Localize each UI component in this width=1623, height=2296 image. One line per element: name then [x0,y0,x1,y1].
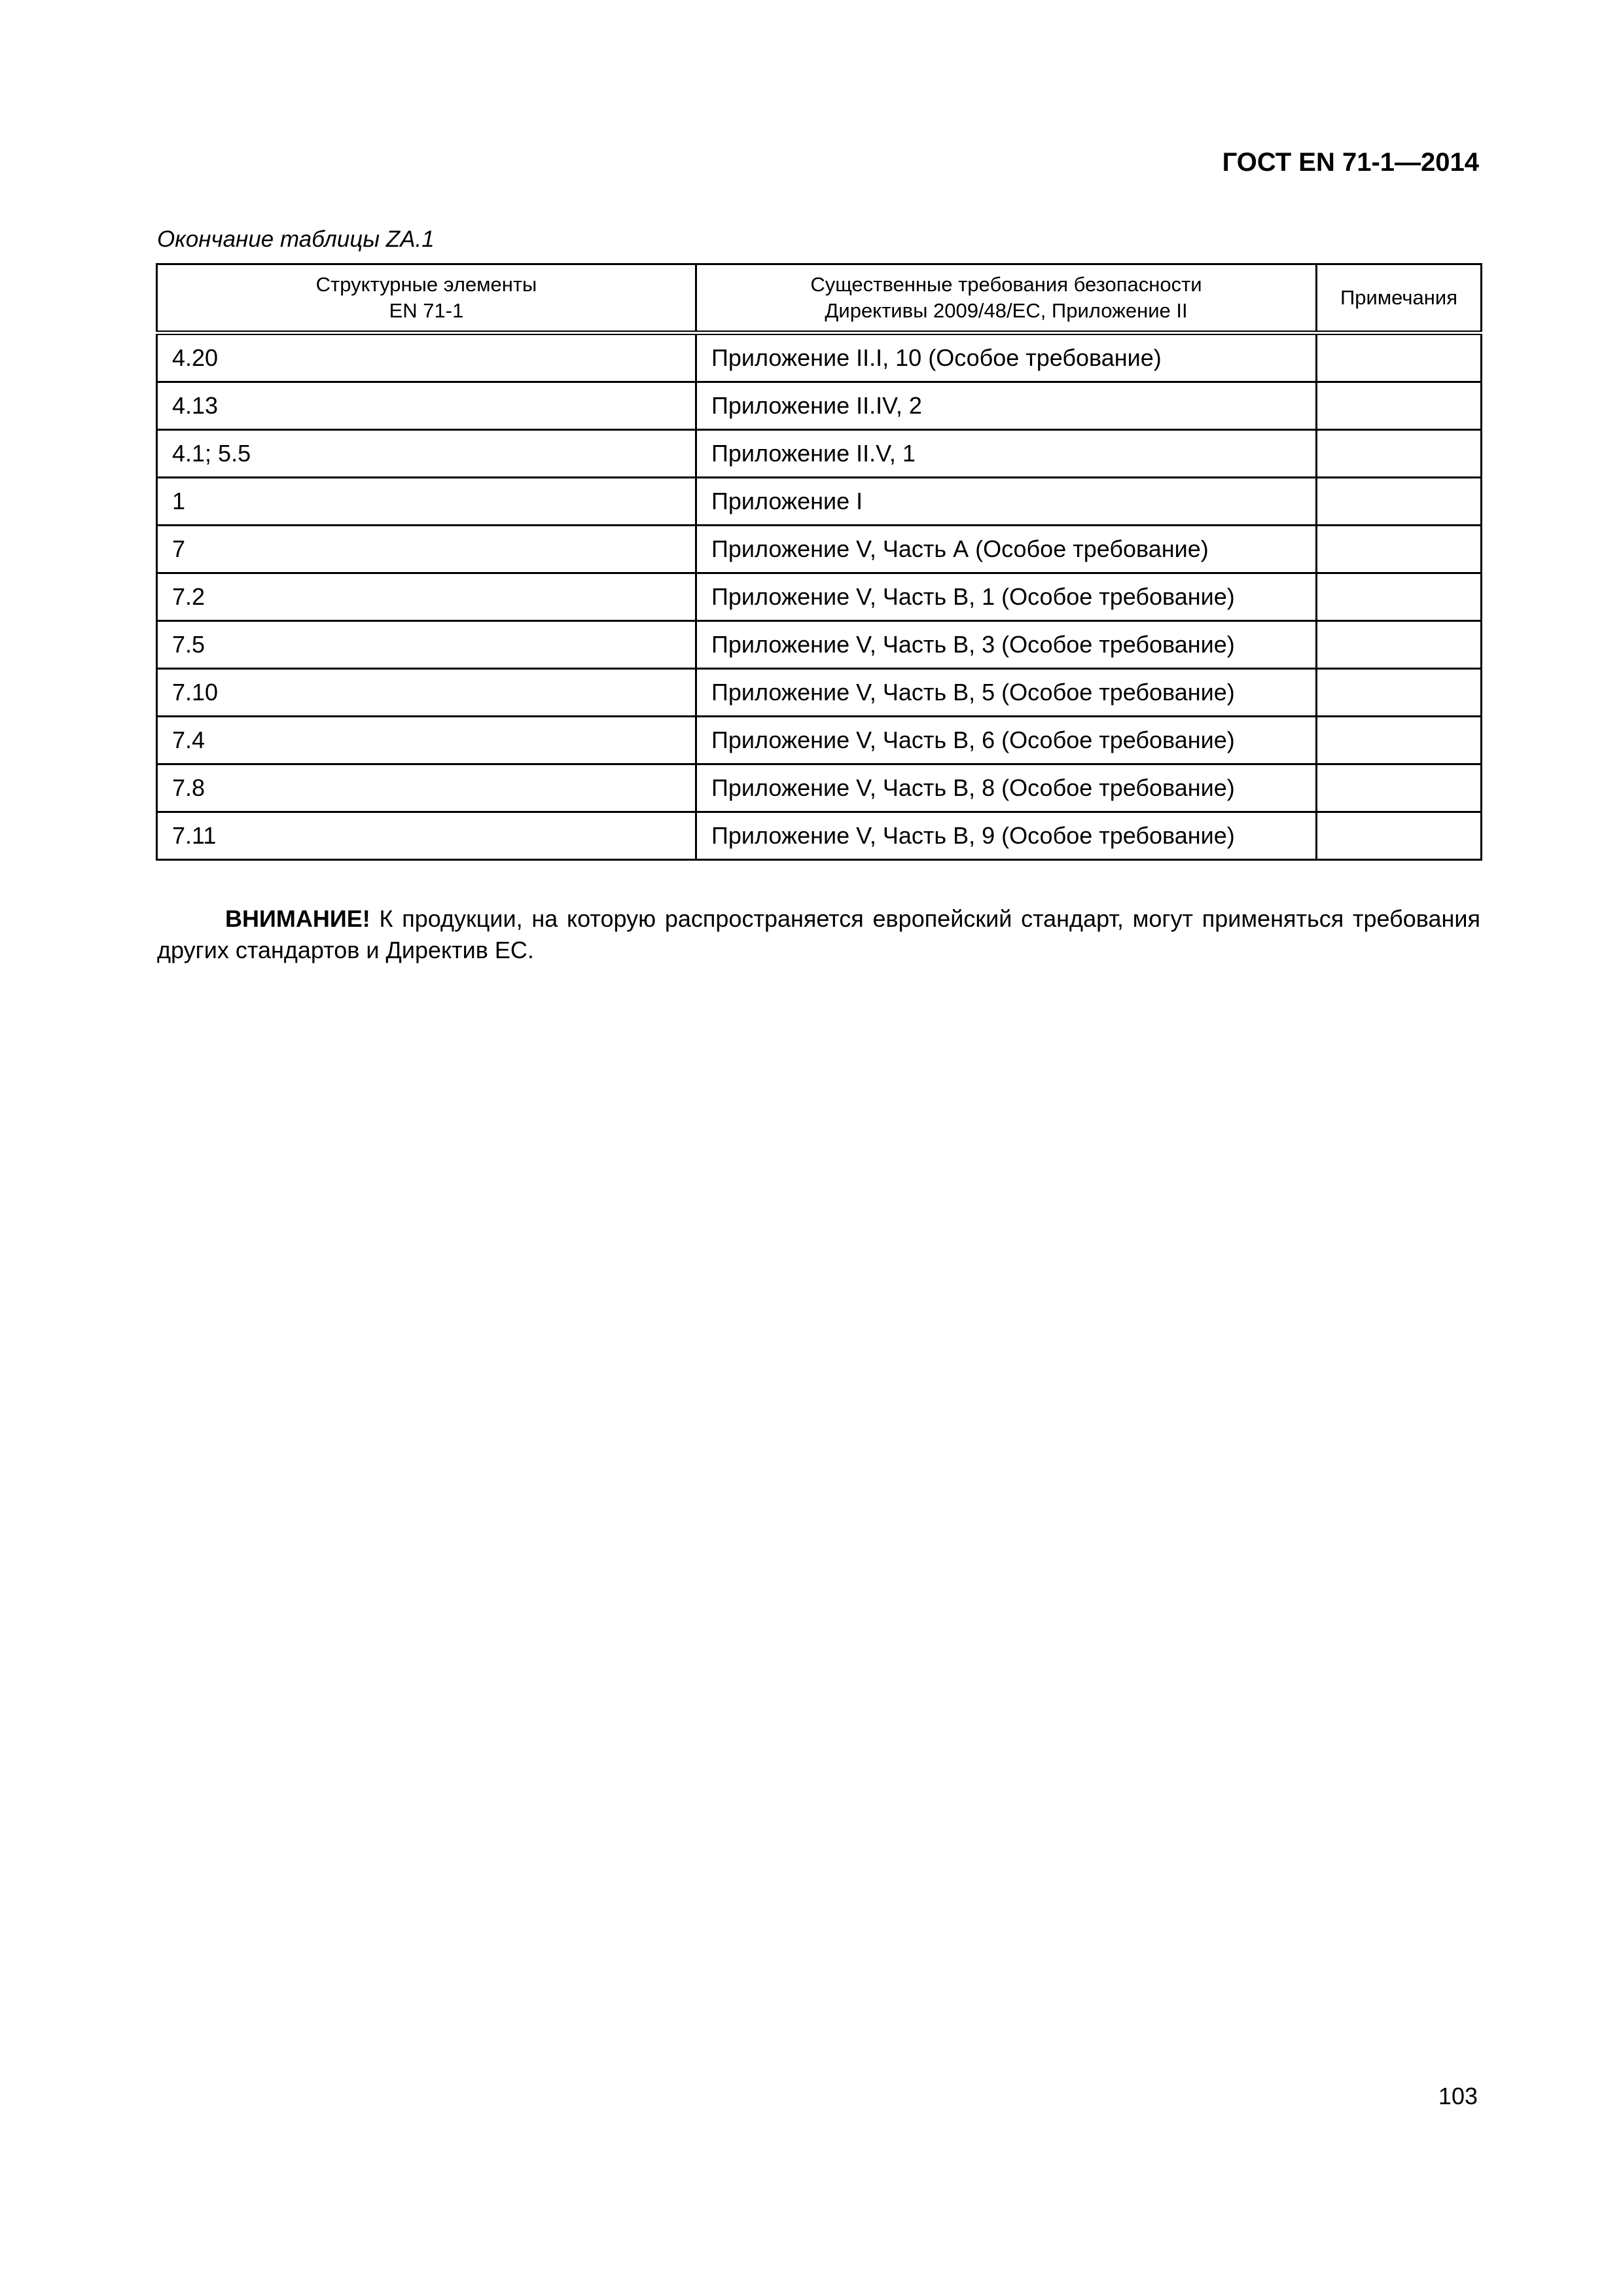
table-row [157,382,1482,430]
cell-structural-element: 7.11 [157,812,696,860]
table-row [157,478,1482,526]
cell-structural-element: 1 [157,478,696,526]
header-notes: Примечания [1317,264,1482,333]
table-header-row [157,264,1482,333]
cell-essential-requirement: Приложение V, Часть В, 6 (Особое требование) [696,717,1317,764]
cell-structural-element: 7 [157,526,696,573]
cell-notes [1317,382,1482,430]
cell-essential-requirement: Приложение II.IV, 2 [696,382,1317,430]
table-row [157,669,1482,717]
cell-structural-element: 4.1; 5.5 [157,430,696,478]
header-structural-elements-line1: Структурные элементы [315,273,537,296]
correspondence-table [156,263,1482,861]
table-row [157,333,1482,382]
header-essential-requirements-line2: Директивы 2009/48/EC, Приложение II [825,299,1188,322]
notice-text: К продукции, на которую распространяется европейский стандарт, могут применяться требования других стандартов и Директив ЕС. [157,905,1480,963]
cell-notes [1317,669,1482,717]
cell-essential-requirement: Приложение V, Часть В, 8 (Особое требование) [696,764,1317,812]
header-structural-elements-line2: EN 71-1 [389,299,464,322]
cell-structural-element: 7.2 [157,573,696,621]
table-row [157,621,1482,669]
table-row [157,812,1482,860]
header-essential-requirements-line1: Существенные требования безопасности [810,273,1202,296]
cell-essential-requirement: Приложение V, Часть В, 1 (Особое требование) [696,573,1317,621]
cell-structural-element: 4.13 [157,382,696,430]
cell-notes [1317,764,1482,812]
cell-notes [1317,812,1482,860]
cell-structural-element: 4.20 [157,333,696,382]
cell-structural-element: 7.8 [157,764,696,812]
header-structural-elements [157,264,696,333]
header-essential-requirements [696,264,1317,333]
cell-notes [1317,430,1482,478]
table-caption: Окончание таблицы ZA.1 [157,226,435,252]
cell-notes [1317,621,1482,669]
table-row [157,717,1482,764]
cell-essential-requirement: Приложение V, Часть В, 9 (Особое требование) [696,812,1317,860]
cell-notes [1317,717,1482,764]
cell-essential-requirement: Приложение II.I, 10 (Особое требование) [696,333,1317,382]
standard-designation: ГОСТ EN 71-1—2014 [1222,148,1479,177]
cell-notes [1317,478,1482,526]
notice-paragraph [157,903,1480,966]
cell-notes [1317,526,1482,573]
cell-essential-requirement: Приложение V, Часть В, 5 (Особое требование) [696,669,1317,717]
cell-essential-requirement: Приложение II.V, 1 [696,430,1317,478]
cell-essential-requirement: Приложение I [696,478,1317,526]
cell-structural-element: 7.10 [157,669,696,717]
notice-label: ВНИМАНИЕ! [225,905,370,932]
table-header [157,264,1482,333]
table-row [157,430,1482,478]
cell-notes [1317,333,1482,382]
table-row [157,573,1482,621]
notice-block [157,903,1480,966]
cell-structural-element: 7.4 [157,717,696,764]
table-row [157,764,1482,812]
table-row [157,526,1482,573]
cell-notes [1317,573,1482,621]
table-body [157,333,1482,860]
cell-structural-element: 7.5 [157,621,696,669]
page-number: 103 [1438,2083,1478,2109]
cell-essential-requirement: Приложение V, Часть В, 3 (Особое требование) [696,621,1317,669]
cell-essential-requirement: Приложение V, Часть А (Особое требование) [696,526,1317,573]
